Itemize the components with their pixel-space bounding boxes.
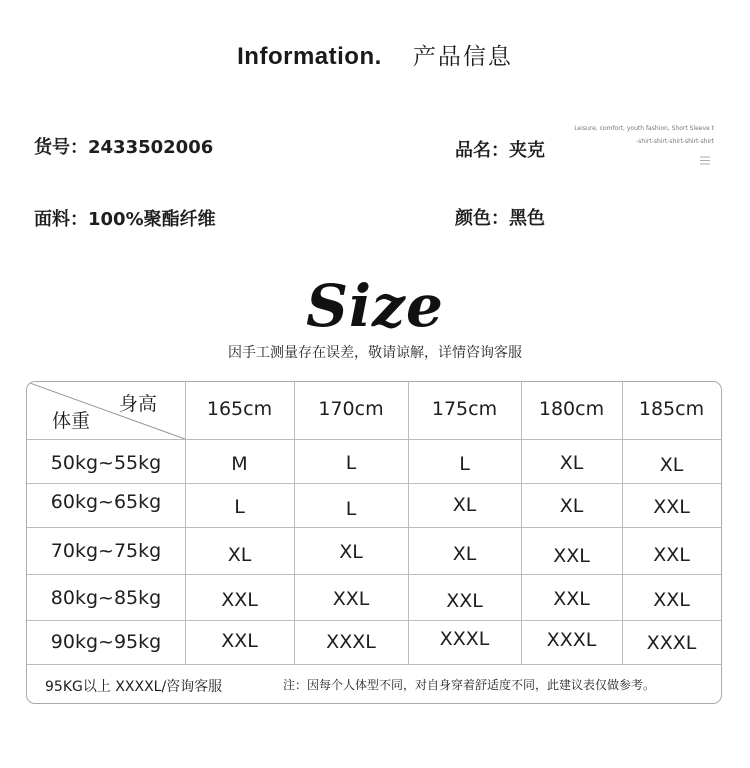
page-header [0,38,750,71]
color-value: 黑色 [509,208,545,229]
product-name [455,136,545,162]
tagline [560,122,714,148]
size-cell: L [345,452,357,474]
weight-label: 90kg~95kg [50,631,162,653]
size-cell: XXL [653,496,690,518]
weight-label: 60kg~65kg [50,491,162,513]
color [455,204,545,230]
size-cell: XL [559,495,584,517]
size-cell: M [231,453,248,475]
corner-weight-label: 体重 [52,410,91,432]
size-cell: XXL [221,589,258,611]
row-divider [27,620,721,621]
size-note: 因手工测量存在误差，敬请谅解，详情咨询客服 [228,345,522,361]
size-cell: XXXL [646,632,697,654]
size-cell: XXL [653,589,690,611]
size-cell: XXL [653,544,690,566]
col-divider [185,382,186,664]
size-cell: XXXL [546,629,597,651]
row-divider [27,664,721,665]
color-label: 颜色： [455,208,509,229]
size-cell: XL [227,544,252,566]
row-divider [27,574,721,575]
height-header: 165cm [206,398,273,420]
size-table [26,381,722,704]
fabric [34,205,216,231]
tagline-line1: Leisure, comfort, youth fashion, Short Sleeve t [574,125,714,132]
col-divider [622,382,623,664]
size-cell: XL [559,452,584,474]
size-cell: XXXL [326,631,376,653]
size-cell: XXL [221,630,258,652]
height-header: 185cm [638,398,705,420]
height-header: 180cm [538,398,605,420]
size-title: Size [306,272,444,340]
col-divider [521,382,522,664]
tagline-line2: -shirt-shirt-shirt-shirt-shirt [636,138,714,145]
product-name-value: 夹克 [509,140,545,161]
fabric-label: 面料： [34,209,88,230]
row-divider [27,483,721,484]
height-header: 175cm [431,398,498,420]
size-cell: XL [659,454,684,476]
size-cell: XXL [553,545,590,567]
list-icon [700,156,710,168]
weight-label: 50kg~55kg [50,452,162,474]
corner-height-label: 身高 [119,393,158,415]
fabric-value: 100%聚酯纤维 [88,209,216,230]
size-cell: XXXL [439,628,490,650]
corner-diagonal [27,382,187,440]
item-number [34,133,213,159]
size-cell: L [459,453,470,475]
item-number-value: 2433502006 [88,137,214,158]
height-header: 170cm [318,398,384,420]
size-cell: XXL [553,588,590,610]
col-divider [408,382,409,664]
row-divider [27,439,721,440]
weight-label: 80kg~85kg [50,587,162,609]
size-cell: L [234,496,245,518]
size-cell: L [345,498,357,520]
size-cell: XL [452,543,477,565]
col-divider [294,382,295,664]
item-number-label: 货号： [34,137,88,158]
weight-label: 70kg~75kg [50,540,162,562]
size-cell: XL [339,541,363,563]
size-cell: XXL [332,588,370,610]
title-cn: 产品信息 [412,44,513,70]
size-cell: XL [452,494,477,516]
title-en: Information. [237,43,382,70]
size-cell: XXL [446,590,483,612]
row-divider [27,527,721,528]
product-name-label: 品名： [455,140,509,161]
footer-oversize-note: 95KG以上 XXXXL/咨询客服 [45,679,223,695]
footer-disclaimer: 注：因每个人体型不同，对自身穿着舒适度不同，此建议表仅做参考。 [283,678,656,692]
